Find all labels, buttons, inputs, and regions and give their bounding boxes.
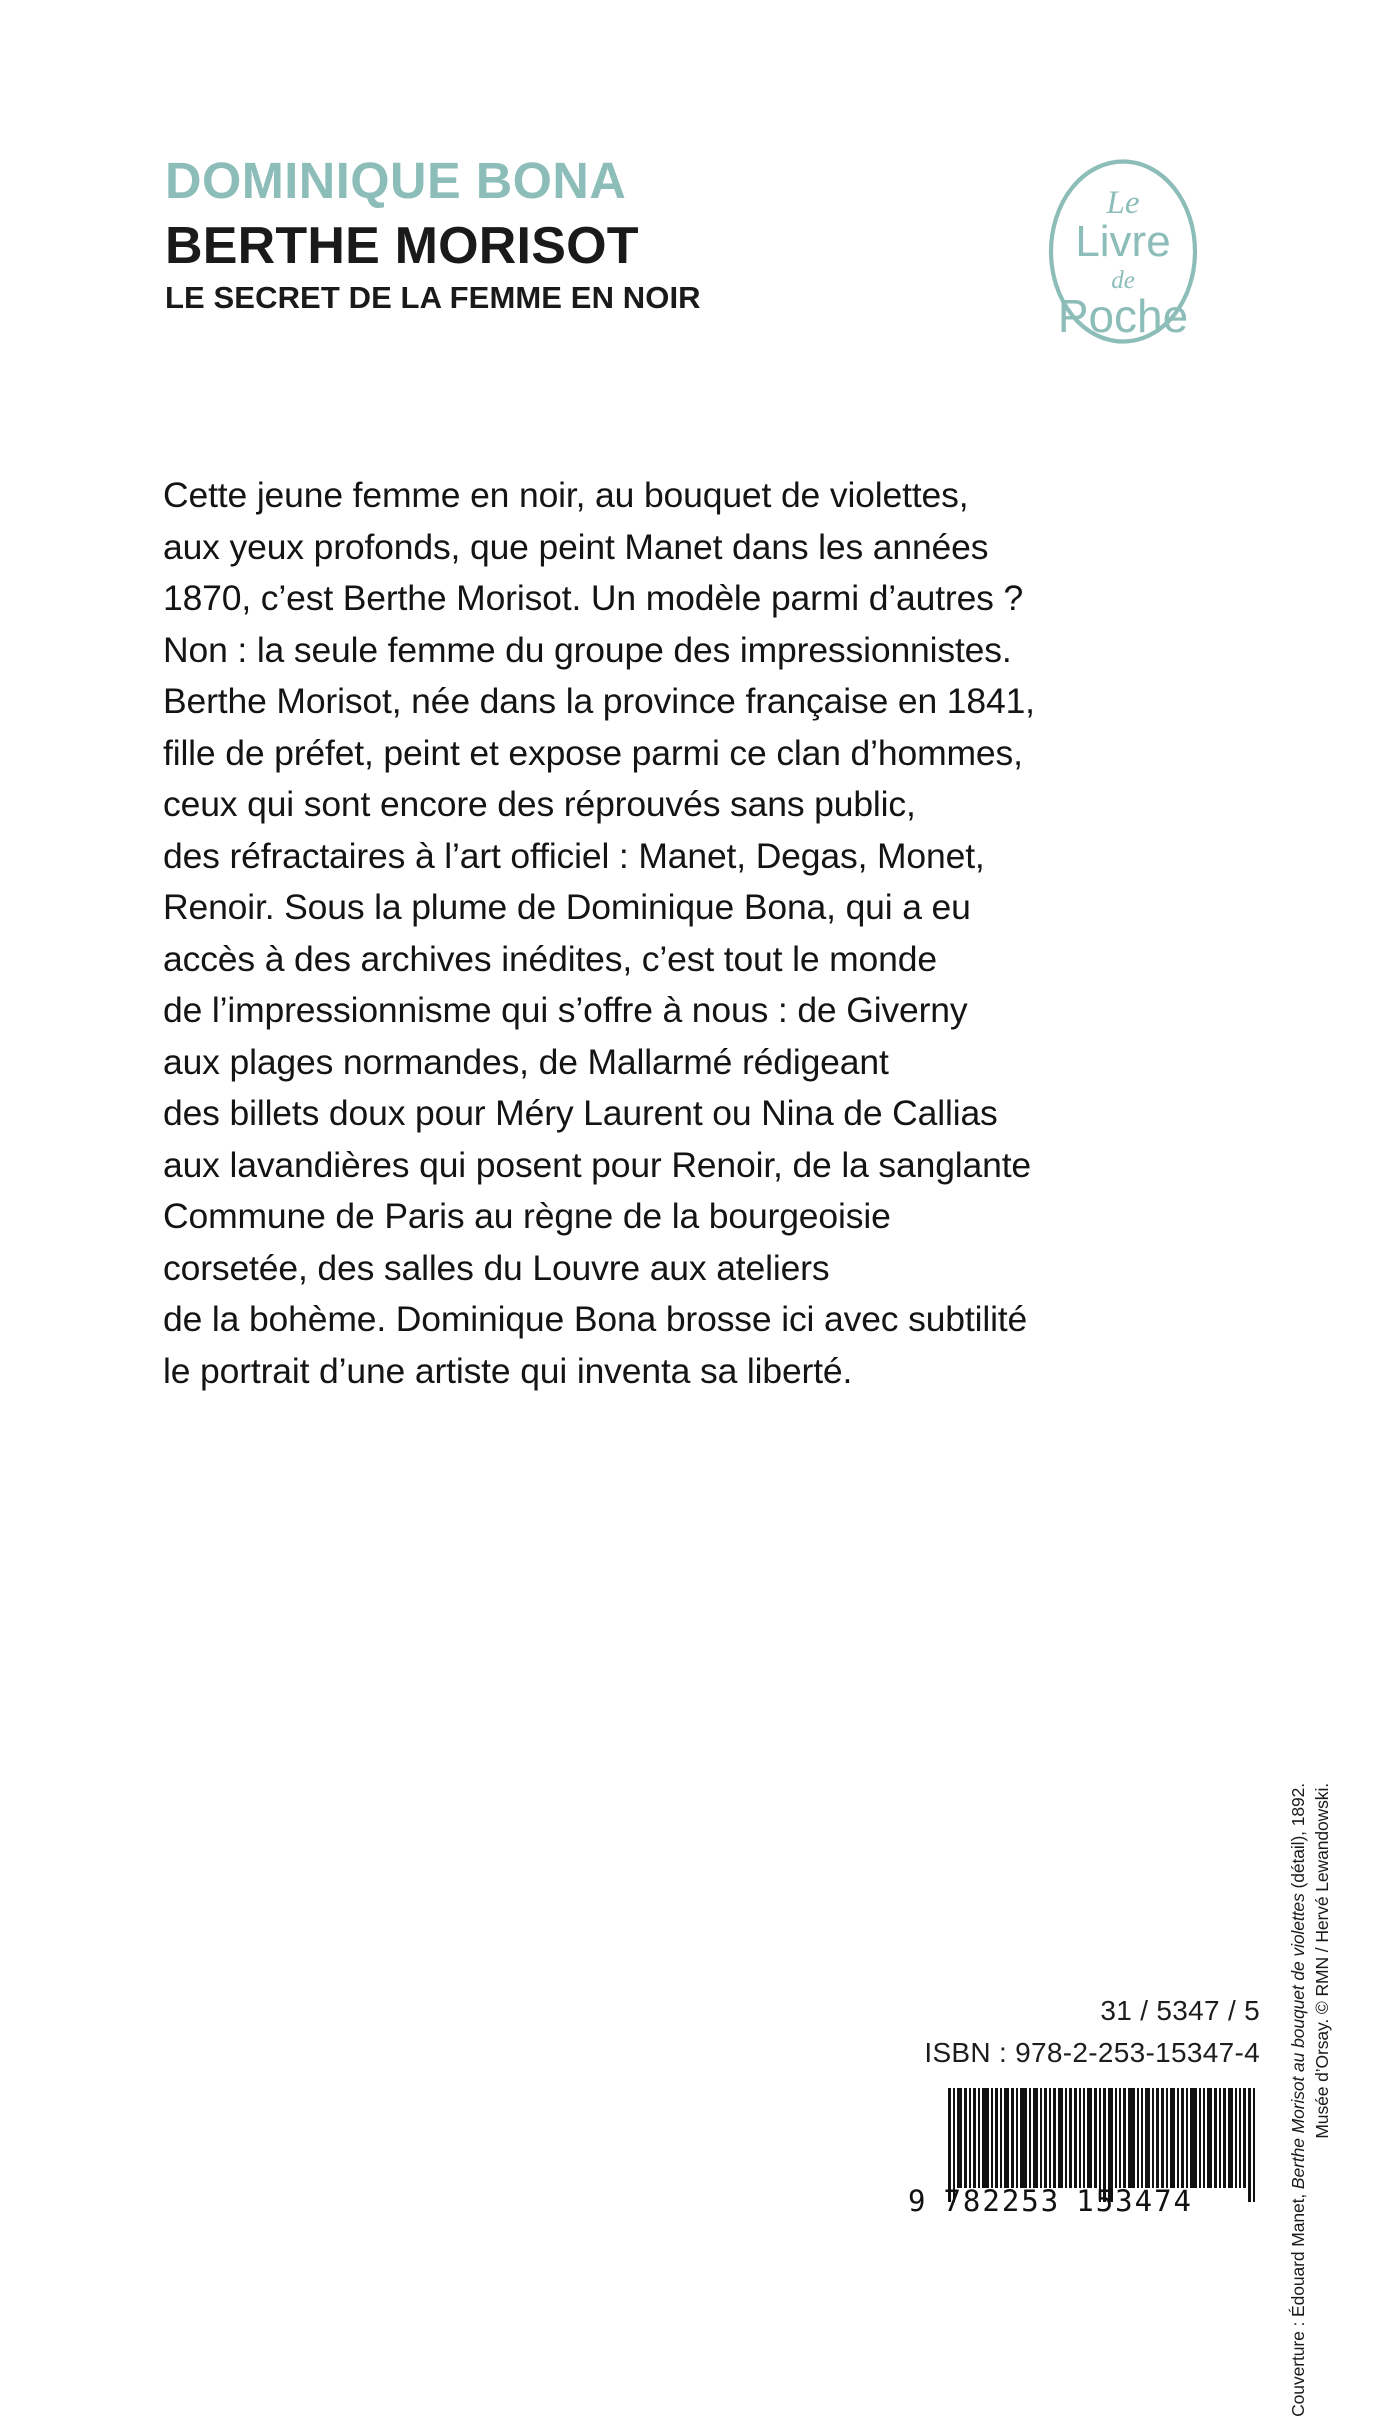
barcode-bar: [1020, 2088, 1027, 2188]
barcode-bar: [1087, 2088, 1092, 2188]
logo-text-le: Le: [1106, 185, 1140, 221]
code-block: [924, 1990, 1260, 2074]
barcode-bar: [1079, 2088, 1081, 2188]
barcode-bar: [1161, 2088, 1164, 2188]
credit-line-artwork: [1288, 1783, 1309, 2417]
barcode-bar: [1190, 2088, 1197, 2188]
barcode-bar: [1145, 2088, 1150, 2188]
credit-prefix: Couverture : Édouard Manet,: [1288, 2189, 1308, 2417]
logo-text-de: de: [1111, 267, 1135, 294]
blurb-line: Cette jeune femme en noir, au bouquet de violettes,: [163, 475, 969, 515]
publisher-logo: [1047, 158, 1199, 345]
barcode-bar: [957, 2088, 962, 2188]
barcode-bar: [1065, 2088, 1067, 2188]
barcode-bar: [982, 2088, 989, 2188]
page-title: BERTHE MORISOT: [165, 217, 639, 275]
blurb-line: corsetée, des salles du Louvre aux ateliers: [163, 1247, 830, 1288]
barcode-bar: [1235, 2088, 1237, 2188]
barcode-bar: [964, 2088, 967, 2188]
blurb-line: aux lavandières qui posent pour Renoir, de la sanglante: [163, 1144, 1032, 1185]
barcode-bar: [1053, 2088, 1056, 2188]
blurb-line: le portrait d’une artiste qui inventa sa liberté.: [163, 1350, 853, 1391]
barcode-bar: [1152, 2088, 1154, 2188]
barcode-bar: [1058, 2088, 1063, 2188]
blurb-line: 1870, c’est Berthe Morisot. Un modèle parmi d’autres ?: [163, 578, 1024, 618]
barcode-bar: [1128, 2088, 1135, 2188]
barcode-bar: [1004, 2088, 1009, 2188]
barcode-bar: [1214, 2088, 1217, 2188]
barcode-group-2: 153474: [1076, 2184, 1193, 2218]
barcode-bar: [1011, 2088, 1014, 2188]
barcode-bar: [1177, 2088, 1179, 2188]
barcode-bar: [1199, 2088, 1201, 2188]
credit-line-museum: Musée d’Orsay. © RMN / Hervé Lewandowski.: [1312, 1783, 1332, 2139]
barcode-bar: [978, 2088, 980, 2188]
barcode-bar: [1115, 2088, 1117, 2188]
barcode-bar: [1119, 2088, 1121, 2188]
barcode-bar: [995, 2088, 998, 2188]
barcode-bar: [973, 2088, 976, 2188]
barcode-bar: [1123, 2088, 1126, 2188]
blurb-line: accès à des archives inédites, c’est tout le monde: [163, 938, 937, 979]
logo-text-livre: Livre: [1075, 217, 1171, 266]
barcode-bar: [1181, 2088, 1184, 2188]
blurb-line: fille de préfet, peint et expose parmi ce clan d’hommes,: [163, 732, 1023, 773]
barcode-bar: [1094, 2088, 1097, 2188]
barcode-bar: [1186, 2088, 1188, 2188]
barcode-bar: [1137, 2088, 1139, 2188]
barcode-bar: [1074, 2088, 1077, 2188]
barcode-bar: [1141, 2088, 1143, 2188]
barcode-bar: [1049, 2088, 1051, 2188]
blurb-line: Renoir. Sous la plume de Dominique Bona, qui a eu: [163, 887, 971, 927]
barcode-bar: [1170, 2088, 1175, 2188]
barcode-bar: [1040, 2088, 1042, 2188]
blurb-line: de la bohème. Dominique Bona brosse ici avec subtilité: [163, 1299, 1028, 1339]
book-subtitle: LE SECRET DE LA FEMME EN NOIR: [165, 280, 701, 315]
blurb-line: Non : la seule femme du groupe des impressionnistes.: [163, 629, 1012, 670]
blurb-line: des billets doux pour Méry Laurent ou Nina de Callias: [163, 1093, 998, 1133]
barcode-bar: [1219, 2088, 1221, 2188]
blurb-line: aux plages normandes, de Mallarmé rédigeant: [163, 1041, 889, 1082]
blurb-line: ceux qui sont encore des réprouvés sans public,: [163, 784, 916, 824]
cover-header: [165, 152, 965, 315]
catalog-number: 31 / 5347 / 5: [1100, 1995, 1260, 2026]
barcode-bar: [1239, 2088, 1241, 2188]
barcode-bar: [1223, 2088, 1226, 2188]
isbn-number: ISBN : 978-2-253-15347-4: [924, 2037, 1260, 2068]
barcode-lead-digit: 9: [908, 2184, 928, 2218]
blurb-text: [163, 470, 1253, 1397]
credit-artwork-title: Berthe Morisot au bouquet de violettes: [1288, 1893, 1308, 2190]
barcode-bar: [1243, 2088, 1246, 2188]
barcode-group-1: 782253: [943, 2184, 1061, 2218]
barcode-bar: [1044, 2088, 1047, 2188]
barcode-bar: [1207, 2088, 1212, 2188]
blurb-line: Berthe Morisot, née dans la province française en 1841,: [163, 681, 1035, 721]
barcode-bar: [1033, 2088, 1038, 2188]
barcode-bar: [1228, 2088, 1233, 2188]
credit-suffix: (détail), 1892.: [1288, 1783, 1308, 1894]
barcode-digits: [908, 2184, 1268, 2218]
barcode-bar: [1203, 2088, 1205, 2188]
barcode-bar: [1156, 2088, 1159, 2188]
blurb-line: des réfractaires à l’art officiel : Manet, Degas, Monet,: [163, 835, 985, 876]
barcode-bar: [1069, 2088, 1072, 2188]
barcode-bar: [991, 2088, 993, 2188]
blurb-line: Commune de Paris au règne de la bourgeoisie: [163, 1196, 891, 1236]
blurb-line: aux yeux profonds, que peint Manet dans les années: [163, 526, 989, 567]
author-name: DOMINIQUE BONA: [165, 152, 627, 209]
barcode-bar: [1000, 2088, 1002, 2188]
barcode-bar: [1029, 2088, 1031, 2188]
barcode: [908, 2088, 1268, 2238]
barcode-bar: [969, 2088, 971, 2188]
blurb-line: de l’impressionnisme qui s’offre à nous : de Giverny: [163, 990, 968, 1030]
logo-text-poche: Poche: [1057, 290, 1189, 342]
barcode-bar: [1016, 2088, 1018, 2188]
barcode-bar: [1166, 2088, 1168, 2188]
cover-credit: [1268, 1183, 1388, 2417]
barcode-bar: [1083, 2088, 1085, 2188]
